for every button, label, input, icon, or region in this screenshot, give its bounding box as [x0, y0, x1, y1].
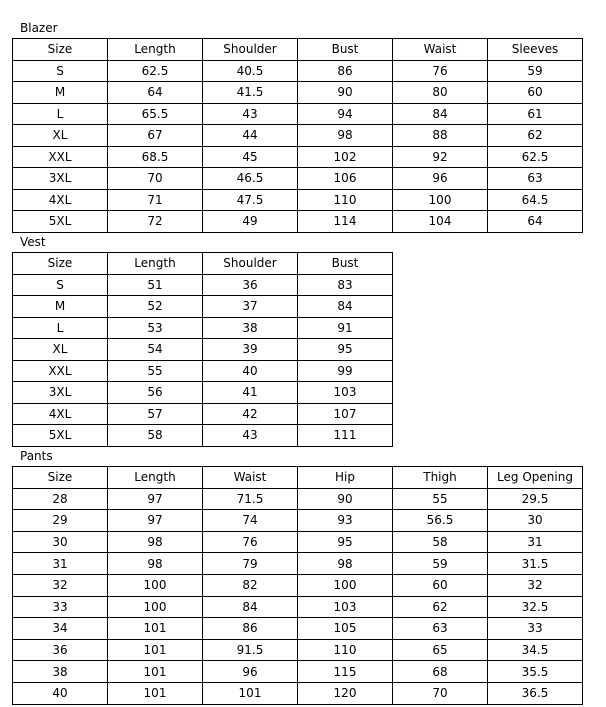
measurement-cell: 96 [393, 168, 488, 190]
size-cell: 38 [13, 661, 108, 683]
measurement-cell: 63 [393, 618, 488, 640]
column-header: Length [108, 467, 203, 489]
size-cell: M [13, 82, 108, 104]
measurement-cell: 49 [203, 211, 298, 233]
measurement-cell: 100 [108, 574, 203, 596]
measurement-cell: 58 [393, 531, 488, 553]
measurement-cell: 36 [203, 274, 298, 296]
table-row [13, 211, 583, 233]
measurement-cell: 100 [393, 189, 488, 211]
table-row [13, 531, 583, 553]
table-row [13, 168, 583, 190]
column-header: Shoulder [203, 253, 298, 275]
blazer-title: Blazer [20, 21, 58, 35]
table-row [13, 274, 393, 296]
size-cell: 28 [13, 488, 108, 510]
table-row [13, 146, 583, 168]
measurement-cell: 62 [393, 596, 488, 618]
size-cell: XXL [13, 360, 108, 382]
table-row [13, 82, 583, 104]
measurement-cell: 59 [488, 60, 583, 82]
table-row [13, 189, 583, 211]
vest-title: Vest [20, 235, 46, 249]
measurement-cell: 107 [298, 403, 393, 425]
measurement-cell: 91.5 [203, 639, 298, 661]
size-cell: 5XL [13, 425, 108, 447]
measurement-cell: 95 [298, 531, 393, 553]
measurement-cell: 93 [298, 510, 393, 532]
measurement-cell: 63 [488, 168, 583, 190]
table-row [13, 661, 583, 683]
measurement-cell: 79 [203, 553, 298, 575]
measurement-cell: 41.5 [203, 82, 298, 104]
measurement-cell: 42 [203, 403, 298, 425]
measurement-cell: 36.5 [488, 682, 583, 704]
measurement-cell: 102 [298, 146, 393, 168]
size-cell: 5XL [13, 211, 108, 233]
measurement-cell: 94 [298, 103, 393, 125]
measurement-cell: 29.5 [488, 488, 583, 510]
measurement-cell: 72 [108, 211, 203, 233]
measurement-cell: 114 [298, 211, 393, 233]
measurement-cell: 74 [203, 510, 298, 532]
table-row [13, 296, 393, 318]
column-header: Leg Opening [488, 467, 583, 489]
size-cell: S [13, 60, 108, 82]
measurement-cell: 90 [298, 488, 393, 510]
size-cell: 4XL [13, 189, 108, 211]
table-row [13, 103, 583, 125]
measurement-cell: 68 [393, 661, 488, 683]
measurement-cell: 101 [108, 639, 203, 661]
column-header: Bust [298, 39, 393, 61]
measurement-cell: 59 [393, 553, 488, 575]
column-header: Sleeves [488, 39, 583, 61]
measurement-cell: 32.5 [488, 596, 583, 618]
measurement-cell: 71.5 [203, 488, 298, 510]
measurement-cell: 84 [203, 596, 298, 618]
table-row [13, 682, 583, 704]
measurement-cell: 33 [488, 618, 583, 640]
column-header: Hip [298, 467, 393, 489]
measurement-cell: 97 [108, 510, 203, 532]
measurement-cell: 100 [298, 574, 393, 596]
measurement-cell: 40.5 [203, 60, 298, 82]
measurement-cell: 35.5 [488, 661, 583, 683]
measurement-cell: 96 [203, 661, 298, 683]
table-row [13, 488, 583, 510]
measurement-cell: 67 [108, 125, 203, 147]
measurement-cell: 70 [108, 168, 203, 190]
size-cell: 33 [13, 596, 108, 618]
measurement-cell: 52 [108, 296, 203, 318]
measurement-cell: 60 [393, 574, 488, 596]
pants-size-table [12, 466, 583, 705]
column-header: Size [13, 467, 108, 489]
measurement-cell: 61 [488, 103, 583, 125]
measurement-cell: 76 [393, 60, 488, 82]
measurement-cell: 39 [203, 339, 298, 361]
table-row [13, 317, 393, 339]
table-row [13, 574, 583, 596]
size-cell: M [13, 296, 108, 318]
table-header-row [13, 467, 583, 489]
size-cell: 4XL [13, 403, 108, 425]
measurement-cell: 51 [108, 274, 203, 296]
measurement-cell: 71 [108, 189, 203, 211]
measurement-cell: 98 [108, 553, 203, 575]
measurement-cell: 53 [108, 317, 203, 339]
size-cell: 31 [13, 553, 108, 575]
blazer-size-table [12, 38, 583, 233]
measurement-cell: 38 [203, 317, 298, 339]
measurement-cell: 43 [203, 425, 298, 447]
measurement-cell: 37 [203, 296, 298, 318]
measurement-cell: 64.5 [488, 189, 583, 211]
size-cell: XL [13, 339, 108, 361]
measurement-cell: 84 [393, 103, 488, 125]
column-header: Thigh [393, 467, 488, 489]
measurement-cell: 65.5 [108, 103, 203, 125]
measurement-cell: 68.5 [108, 146, 203, 168]
table-row [13, 618, 583, 640]
column-header: Length [108, 39, 203, 61]
size-cell: 34 [13, 618, 108, 640]
measurement-cell: 55 [108, 360, 203, 382]
table-row [13, 553, 583, 575]
column-header: Size [13, 253, 108, 275]
measurement-cell: 110 [298, 639, 393, 661]
measurement-cell: 31.5 [488, 553, 583, 575]
measurement-cell: 103 [298, 596, 393, 618]
table-row [13, 360, 393, 382]
table-row [13, 425, 393, 447]
measurement-cell: 100 [108, 596, 203, 618]
measurement-cell: 83 [298, 274, 393, 296]
measurement-cell: 56.5 [393, 510, 488, 532]
measurement-cell: 92 [393, 146, 488, 168]
measurement-cell: 54 [108, 339, 203, 361]
measurement-cell: 82 [203, 574, 298, 596]
size-cell: 3XL [13, 168, 108, 190]
measurement-cell: 44 [203, 125, 298, 147]
measurement-cell: 47.5 [203, 189, 298, 211]
column-header: Bust [298, 253, 393, 275]
size-cell: 3XL [13, 382, 108, 404]
measurement-cell: 115 [298, 661, 393, 683]
table-row [13, 382, 393, 404]
size-cell: L [13, 103, 108, 125]
measurement-cell: 40 [203, 360, 298, 382]
size-cell: 36 [13, 639, 108, 661]
measurement-cell: 55 [393, 488, 488, 510]
measurement-cell: 101 [108, 618, 203, 640]
measurement-cell: 32 [488, 574, 583, 596]
size-cell: XXL [13, 146, 108, 168]
table-header-row [13, 253, 393, 275]
measurement-cell: 98 [298, 553, 393, 575]
table-row [13, 596, 583, 618]
measurement-cell: 62 [488, 125, 583, 147]
measurement-cell: 98 [298, 125, 393, 147]
measurement-cell: 110 [298, 189, 393, 211]
measurement-cell: 97 [108, 488, 203, 510]
measurement-cell: 70 [393, 682, 488, 704]
vest-size-table [12, 252, 393, 447]
measurement-cell: 43 [203, 103, 298, 125]
column-header: Shoulder [203, 39, 298, 61]
measurement-cell: 103 [298, 382, 393, 404]
measurement-cell: 46.5 [203, 168, 298, 190]
measurement-cell: 99 [298, 360, 393, 382]
table-header-row [13, 39, 583, 61]
measurement-cell: 95 [298, 339, 393, 361]
measurement-cell: 98 [108, 531, 203, 553]
measurement-cell: 88 [393, 125, 488, 147]
measurement-cell: 101 [108, 661, 203, 683]
measurement-cell: 91 [298, 317, 393, 339]
table-row [13, 125, 583, 147]
measurement-cell: 106 [298, 168, 393, 190]
measurement-cell: 111 [298, 425, 393, 447]
measurement-cell: 57 [108, 403, 203, 425]
measurement-cell: 56 [108, 382, 203, 404]
measurement-cell: 64 [488, 211, 583, 233]
measurement-cell: 31 [488, 531, 583, 553]
measurement-cell: 30 [488, 510, 583, 532]
measurement-cell: 105 [298, 618, 393, 640]
measurement-cell: 86 [298, 60, 393, 82]
measurement-cell: 76 [203, 531, 298, 553]
table-row [13, 510, 583, 532]
measurement-cell: 104 [393, 211, 488, 233]
measurement-cell: 64 [108, 82, 203, 104]
measurement-cell: 80 [393, 82, 488, 104]
measurement-cell: 60 [488, 82, 583, 104]
column-header: Waist [203, 467, 298, 489]
measurement-cell: 101 [203, 682, 298, 704]
measurement-cell: 62.5 [488, 146, 583, 168]
measurement-cell: 34.5 [488, 639, 583, 661]
measurement-cell: 65 [393, 639, 488, 661]
measurement-cell: 101 [108, 682, 203, 704]
table-row [13, 339, 393, 361]
measurement-cell: 86 [203, 618, 298, 640]
size-cell: L [13, 317, 108, 339]
column-header: Size [13, 39, 108, 61]
measurement-cell: 120 [298, 682, 393, 704]
size-cell: 32 [13, 574, 108, 596]
measurement-cell: 84 [298, 296, 393, 318]
measurement-cell: 45 [203, 146, 298, 168]
size-cell: S [13, 274, 108, 296]
table-row [13, 639, 583, 661]
measurement-cell: 90 [298, 82, 393, 104]
measurement-cell: 41 [203, 382, 298, 404]
column-header: Length [108, 253, 203, 275]
size-cell: 40 [13, 682, 108, 704]
measurement-cell: 58 [108, 425, 203, 447]
size-cell: XL [13, 125, 108, 147]
measurement-cell: 62.5 [108, 60, 203, 82]
table-row [13, 60, 583, 82]
size-cell: 29 [13, 510, 108, 532]
column-header: Waist [393, 39, 488, 61]
size-cell: 30 [13, 531, 108, 553]
table-row [13, 403, 393, 425]
pants-title: Pants [20, 449, 53, 463]
